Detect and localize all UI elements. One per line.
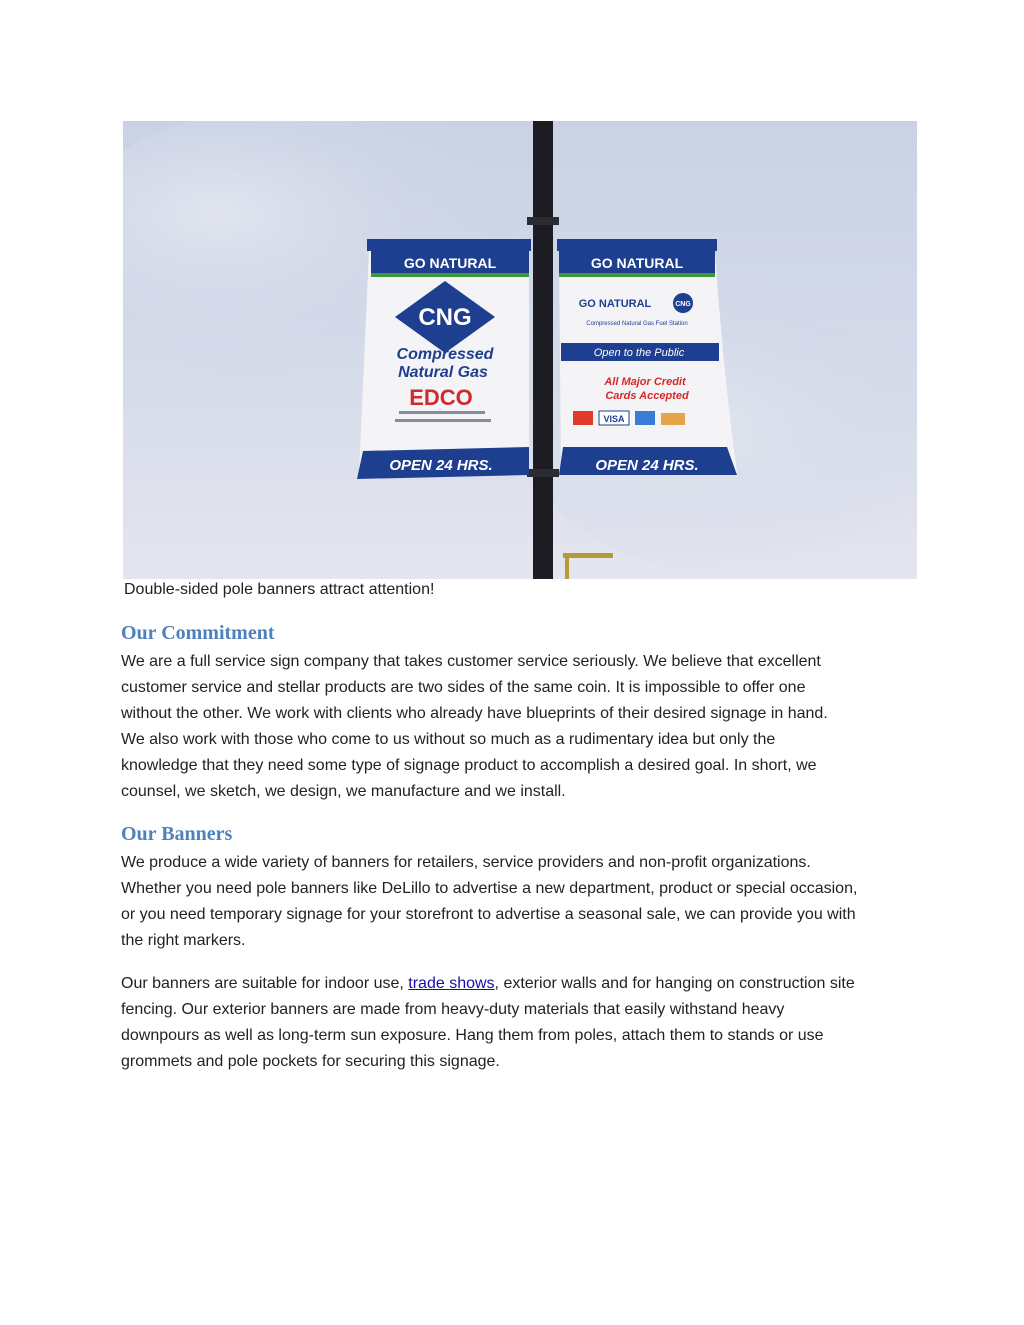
banners-line: the right markers. — [121, 932, 246, 949]
trade-shows-link[interactable]: trade shows — [408, 975, 495, 992]
photo-caption: Double-sided pole banners attract attention! — [124, 581, 435, 598]
left-banner-bottom-text: OPEN 24 HRS. — [389, 457, 493, 474]
banners-text: , exterior walls and for hanging on construction site — [494, 975, 855, 992]
right-banner-sub-text: Compressed Natural Gas Fuel Station — [586, 321, 688, 327]
right-banner-bottom-text: OPEN 24 HRS. — [595, 457, 699, 474]
go-natural-logo-badge: CNG — [675, 301, 691, 308]
mastercard-icon — [573, 411, 593, 425]
banners-paragraph-2 — [121, 971, 911, 1075]
banners-text: Our banners are suitable for indoor use, — [121, 975, 409, 992]
pole — [533, 121, 553, 579]
left-banner — [357, 239, 531, 479]
commitment-heading: Our Commitment — [121, 622, 275, 644]
left-banner-top-text: GO NATURAL — [403, 255, 497, 271]
commitment-section — [121, 622, 911, 805]
commitment-line: without the other. We work with clients who already have blueprints of their desired signage in hand. — [121, 705, 828, 722]
pole-banner-photo — [123, 121, 917, 579]
commitment-line: counsel, we sketch, we design, we manufacture and we install. — [121, 783, 566, 800]
commitment-line: We also work with those who come to us without so much as a rudimentary idea but only the — [121, 731, 776, 748]
banners-paragraph-1 — [121, 850, 911, 954]
right-banner — [557, 239, 737, 475]
commitment-line: We are a full service sign company that takes customer service seriously. We believe that excellent — [121, 653, 821, 670]
edco-logo-text: EDCO — [409, 385, 473, 410]
right-banner-public-text: Open to the Public — [593, 347, 685, 359]
banners-line: downpours as well as long-term sun exposure. Hang them from poles, attach them to stands or use — [121, 1027, 824, 1044]
right-banner-credit-line1: All Major Credit — [604, 376, 686, 388]
banners-line: or you need temporary signage for your storefront to advertise a seasonal sale, we can provide you with — [121, 906, 856, 923]
banners-section — [121, 823, 911, 1075]
commitment-line: knowledge that they need some type of signage product to accomplish a desired goal. In short, we — [121, 757, 817, 774]
commitment-paragraph — [121, 649, 911, 805]
left-banner-line1: Compressed — [396, 346, 494, 363]
credit-card-icons — [573, 411, 685, 425]
banners-heading: Our Banners — [121, 823, 233, 845]
amex-icon — [635, 411, 655, 425]
banners-line: Whether you need pole banners like DeLillo to advertise a new department, product or special occasion, — [121, 880, 858, 897]
banners-line: grommets and pole pockets for securing this signage. — [121, 1053, 500, 1070]
discover-icon — [661, 413, 685, 425]
banners-line: We produce a wide variety of banners for retailers, service providers and non-profit organizations. — [121, 854, 811, 871]
commitment-line: customer service and stellar products are two sides of the same coin. It is impossible to offer one — [121, 679, 806, 696]
banners-line-with-link — [121, 971, 911, 997]
banners-line: fencing. Our exterior banners are made from heavy-duty materials that easily withstand heavy — [121, 1001, 785, 1018]
left-banner-line2: Natural Gas — [398, 364, 488, 381]
right-banner-credit-line2: Cards Accepted — [605, 390, 689, 402]
visa-label: VISA — [603, 414, 625, 424]
go-natural-logo-text: GO NATURAL — [578, 298, 652, 310]
right-banner-top-text: GO NATURAL — [590, 255, 684, 271]
cng-logo-text: CNG — [418, 304, 472, 331]
